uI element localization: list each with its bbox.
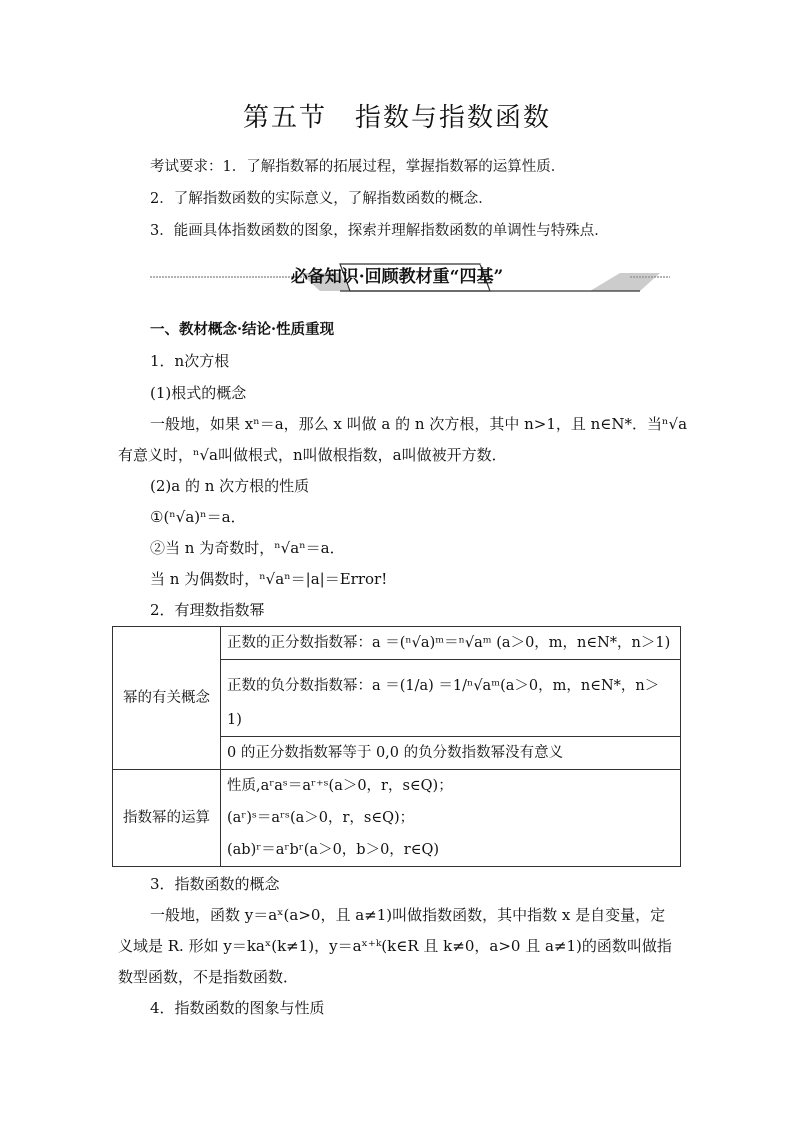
table-cell [221,770,681,867]
table-cell-text: 性质,aʳaˢ＝aʳ⁺ˢ(a＞0，r，s∈Q)； [227,778,453,794]
paragraph-line: 有意义时，ⁿ√a叫做根式，n叫做根指数，a叫做被开方数． [118,446,507,464]
table-cell-text: 0 的正分数指数幂等于 0,0 的负分数指数幂没有意义 [227,745,564,761]
paragraph-line: 一般地，函数 y＝aˣ(a>0，且 a≠1)叫做指数函数，其中指数 x 是自变量，定 [150,906,666,924]
subsection-heading-4: 4．指数函数的图象与性质 [150,999,325,1017]
table-cell: 幂的有关概念 [113,627,221,770]
table-cell-text: 正数的正分数指数幂：a ＝(ⁿ√a)ᵐ＝ⁿ√aᵐ (a＞0，m，n∈N*，n＞1) [227,635,671,651]
requirement-1: 考试要求：1．了解指数幂的拓展过程，掌握指数幂的运算性质． [150,159,566,175]
table-row [113,627,681,660]
section-banner-title: 必备知识·回顾教材重“四基” [290,267,504,287]
requirement-2: 2．了解指数函数的实际意义，了解指数函数的概念． [150,191,493,207]
table-cell-text: (aʳ)ˢ＝aʳˢ(a＞0，r，s∈Q)； [227,810,415,826]
subsection-heading-2: 2．有理数指数幂 [150,601,265,619]
table-cell-text: 正数的负分数指数幂：a ＝(1/a) ＝1/ⁿ√aᵐ(a＞0，m，n∈N*，n＞ [227,678,660,694]
paragraph-line: 一般地，如果 xⁿ＝a，那么 x 叫做 a 的 n 次方根，其中 n>1，且 n∈N*．当ⁿ√a [150,415,688,433]
subsection-sub-2: (2)a 的 n 次方根的性质 [150,477,310,495]
paragraph-line: 数型函数，不是指数函数． [118,968,299,986]
subsection-heading-1: 1．n次方根 [150,352,230,370]
property-1: ①(ⁿ√a)ⁿ＝a． [150,508,246,526]
table-cell [221,627,681,660]
property-2: ②当 n 为奇数时，ⁿ√aⁿ＝a． [150,539,345,557]
table-cell-text: (ab)ʳ＝aʳbʳ(a＞0，b＞0，r∈Q) [227,842,440,858]
subsection-sub-1: (1)根式的概念 [150,384,247,402]
table-cell-text: 1) [227,712,242,728]
requirement-3: 3．能画具体指数函数的图象，探索并理解指数函数的单调性与特殊点． [150,223,609,239]
table-cell: 指数幂的运算 [113,770,221,867]
section-heading-1: 一、教材概念·结论·性质重现 [150,321,335,338]
page-title: 第五节 指数与指数函数 [242,103,551,133]
table-row [113,770,681,867]
subsection-heading-3: 3．指数函数的概念 [150,875,280,893]
paragraph-line: 义域是 R. 形如 y＝kaˣ(k≠1)，y＝aˣ⁺ᵏ(k∈R 且 k≠0，a>0 且 a≠1)的函数叫做指 [118,937,672,955]
rational-exponent-table [112,626,681,867]
table-cell [221,737,681,770]
property-3: 当 n 为偶数时，ⁿ√aⁿ＝|a|＝Error! [150,570,388,588]
table-cell [221,660,681,737]
